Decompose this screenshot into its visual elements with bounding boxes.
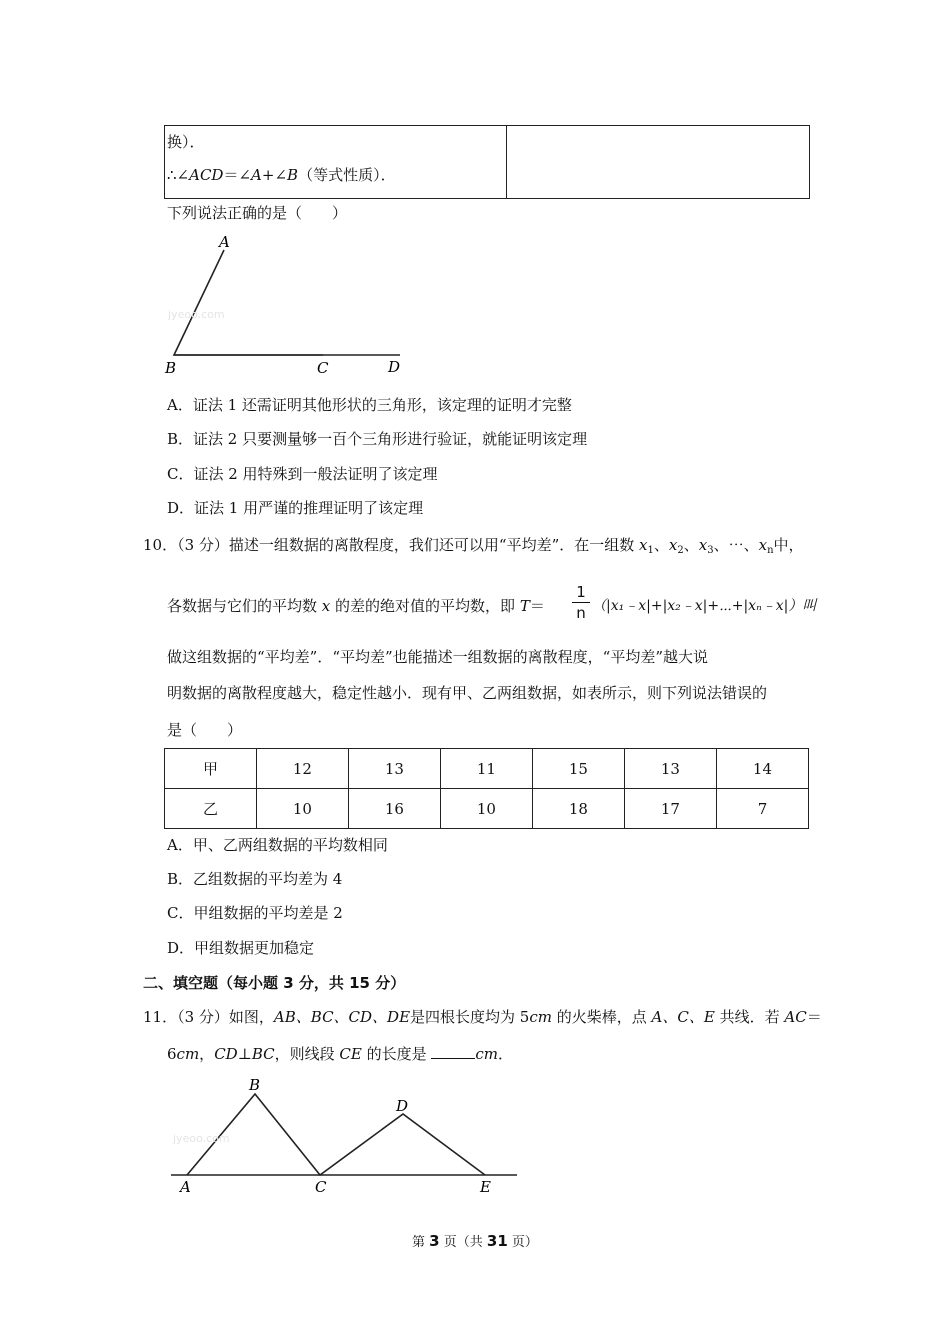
label-a: A [180, 1178, 191, 1196]
table-cell: 18 [532, 789, 624, 829]
label-d: D [396, 1097, 409, 1115]
q10-data-table [164, 748, 809, 829]
label-c: C [317, 359, 329, 377]
proof-table [164, 125, 810, 199]
q10-option-c: C．甲组数据的平均差是 2 [167, 904, 343, 922]
table-row [165, 749, 809, 789]
label-c: C [315, 1178, 327, 1196]
q10-option-a: A．甲、乙两组数据的平均数相同 [167, 836, 388, 854]
q10-formula: （|x₁﹣x|+|x₂﹣x|+⋯+|xₙ﹣x|）叫 [592, 598, 817, 614]
table-cell: 12 [256, 749, 348, 789]
q9-stem: 下列说法正确的是（ ） [167, 204, 348, 222]
table-cell: 甲 [165, 749, 257, 789]
table-cell: 乙 [165, 789, 257, 829]
q10-line-3: 做这组数据的“平均差”．“平均差”也能描述一组数据的离散程度，“平均差”越大说 [167, 648, 709, 666]
q10-line-4: 明数据的离散程度越大，稳定性越小．现有甲、乙两组数据，如表所示，则下列说法错误的 [167, 684, 768, 702]
table-cell: 10 [256, 789, 348, 829]
q11-line-2: 6cm，CD⊥BC，则线段 CE 的长度是 cm． [167, 1045, 514, 1063]
proof-line-2: ∴∠ACD＝∠A+∠B（等式性质）． [167, 166, 396, 184]
label-d: D [388, 358, 401, 376]
label-b: B [249, 1076, 261, 1094]
q10-fraction [572, 583, 590, 622]
q9-option-c: C．证法 2 用特殊到一般法证明了该定理 [167, 465, 438, 483]
q10-option-b: B．乙组数据的平均差为 4 [167, 870, 343, 888]
fraction-bar [572, 602, 590, 603]
proof-line-1: 换）． [167, 133, 205, 151]
page-footer: 第 3 页（共 31 页） [412, 1232, 538, 1250]
fraction-numerator: 1 [576, 583, 586, 601]
total-page-count: 31 [486, 1232, 508, 1250]
table-cell: 11 [440, 749, 532, 789]
q9-watermark: jyeoo.com [168, 308, 225, 321]
current-page-number: 3 [429, 1232, 440, 1250]
table-cell: 14 [716, 749, 808, 789]
q10-line-5: 是（ ） [167, 721, 243, 739]
q9-option-a: A．证法 1 还需证明其他形状的三角形，该定理的证明才完整 [167, 396, 572, 414]
table-cell: 15 [532, 749, 624, 789]
label-e: E [480, 1178, 491, 1196]
q9-option-b: B．证法 2 只要测量够一百个三角形进行验证，就能证明该定理 [167, 430, 588, 448]
table-cell: 16 [348, 789, 440, 829]
q11-watermark: jyeoo.com [173, 1132, 230, 1145]
q11-line-1: 11．（3 分）如图，AB、BC、CD、DE是四根长度均为 5cm 的火柴棒，点 A、C、E 共线．若 AC＝ [143, 1008, 822, 1026]
section-2-heading: 二、填空题（每小题 3 分，共 15 分） [143, 974, 406, 992]
answer-blank[interactable] [431, 1044, 475, 1059]
table-row [165, 789, 809, 829]
fraction-denominator: n [576, 604, 586, 622]
label-b: B [165, 359, 177, 377]
table-cell: 10 [440, 789, 532, 829]
label-a: A [219, 233, 230, 251]
table-cell: 13 [348, 749, 440, 789]
q9-triangle-figure [160, 230, 420, 380]
table-cell: 13 [624, 749, 716, 789]
q10-line-2: 各数据与它们的平均数 x 的差的绝对值的平均数，即 T＝ [167, 597, 545, 615]
q10-line-1: 10．（3 分）描述一组数据的离散程度，我们还可以用“平均差”．在一组数 $x_1$、$x_2$、$x_3$、⋯、$x_n$中， [143, 536, 804, 556]
matchsticks-ab-bc-cd-de [187, 1094, 485, 1175]
table-cell: 7 [716, 789, 808, 829]
proof-table-divider [506, 125, 507, 199]
triangle-abc [174, 250, 323, 355]
q10-option-d: D．甲组数据更加稳定 [167, 939, 315, 957]
table-cell: 17 [624, 789, 716, 829]
q9-option-d: D．证法 1 用严谨的推理证明了该定理 [167, 499, 424, 517]
q11-matchstick-figure [165, 1072, 525, 1197]
